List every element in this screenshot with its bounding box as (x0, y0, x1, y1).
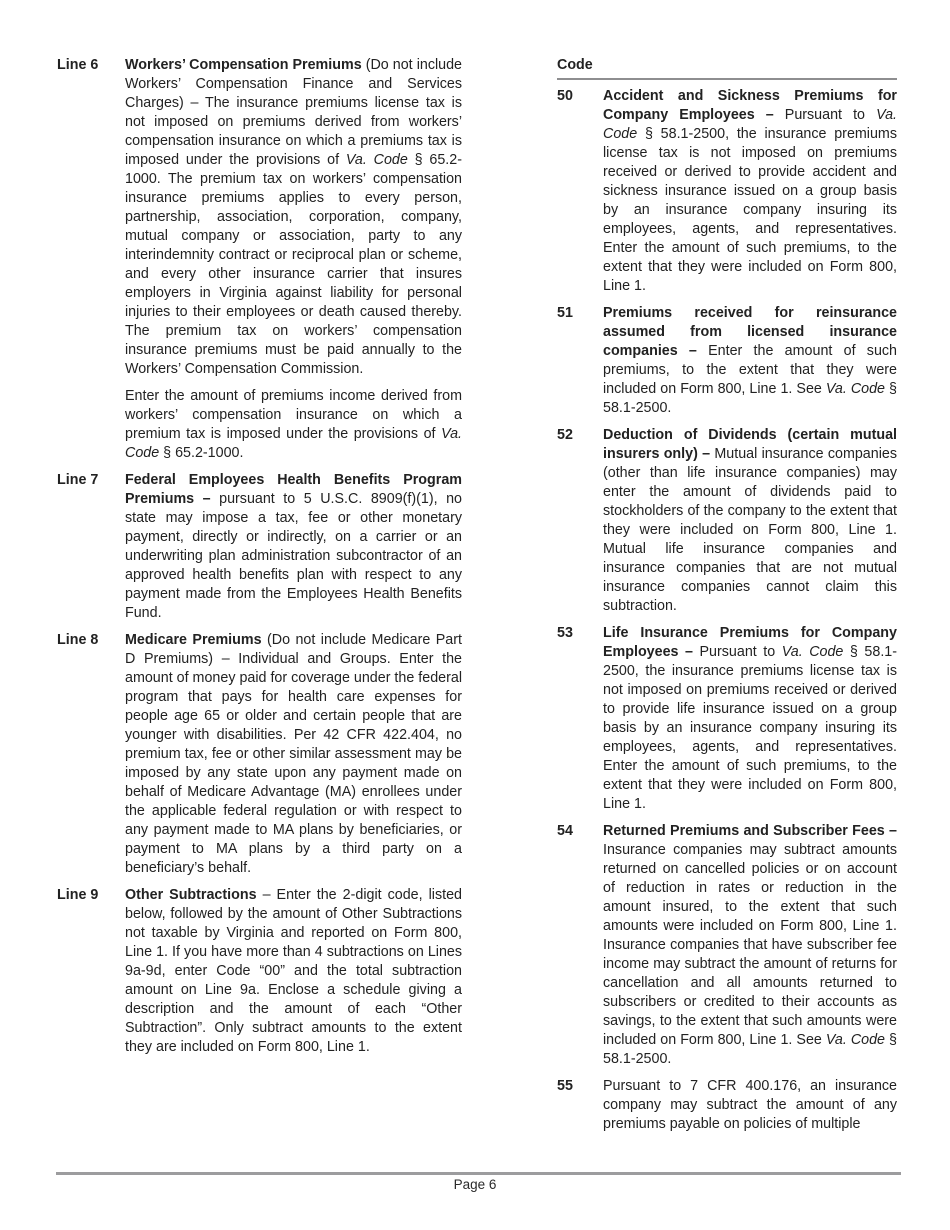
code-54-paragraph (603, 822, 897, 1069)
text-segment: – Enter the 2-digit code, listed below, followed by the amount of Other Subtractions not taxable by Virginia and reported on Form 800, Line 1. If you have more than 4 subtractions on Lines 9a-9d, enter Code “00” and the total subtraction amount on Line 9a. Enclose a schedule giving a description and the amount of each “Other Subtraction”. Only subtract amounts to the extent they are included on Form 800, Line 1. (125, 887, 463, 1055)
code-50-body (603, 87, 897, 296)
text-segment: pursuant to 5 U.S.C. 8909(f)(1), no state may impose a tax, fee or other monetary payment, directly or indirectly, on a carrier or an underwriting plan administration subcontractor of an approved health benefits plan with respect to any payment made from the Employees Health Benefits Fund. (125, 491, 463, 621)
text-segment: Va. Code (125, 426, 462, 461)
text-segment: § 58.1-2500. (603, 1032, 897, 1067)
line-8-item (57, 631, 462, 878)
code-50-paragraph (603, 87, 897, 296)
code-53-item (557, 624, 897, 814)
text-segment: Pursuant to (784, 107, 877, 123)
line-6-label: Line 6 (57, 57, 99, 73)
code-51-paragraph (603, 304, 897, 418)
text-segment: Accident and Sickness Premiums for Company Employees – (603, 88, 897, 123)
text-segment: Va. Code (781, 644, 844, 660)
line-6-item (57, 56, 462, 463)
text-segment: § 58.1-2500. (603, 381, 897, 416)
code-header-title: Code (557, 57, 593, 73)
code-54-item (557, 822, 897, 1069)
code-55-label: 55 (557, 1078, 573, 1094)
code-51-label: 51 (557, 305, 573, 321)
line-9-item (57, 886, 462, 1057)
code-53-paragraph (603, 624, 897, 814)
code-column-header (557, 56, 897, 80)
line-6-body (125, 56, 462, 463)
code-52-body (603, 426, 897, 616)
footer-rule (56, 1172, 901, 1175)
text-segment: Returned Premiums and Subscriber Fees – (603, 823, 897, 839)
text-segment: Workers’ Compensation Premiums (125, 57, 362, 73)
line-7-label: Line 7 (57, 472, 99, 488)
line-9-paragraph-1 (125, 886, 462, 1057)
text-segment: Mutual insurance companies (other than life insurance companies) may enter the amount of dividends paid to stockholders of the company to the extent that they were included on Form 800, Line 1. Mutual life insurance companies and insurance companies that are not mutual insurance companies cannot claim this subtraction. (603, 446, 897, 614)
line-7-body (125, 471, 462, 623)
line-7-paragraph-1 (125, 471, 462, 623)
text-segment: Pursuant to (699, 644, 782, 660)
text-segment: (Do not include Medicare Part D Premiums) – Individual and Groups. Enter the amount of money paid for coverage under the federal program that pays for health care expenses for people age 65 or older and certain people that are younger with disabilities. Per 42 CFR 422.404, no premium tax, fee or other similar assessment may be imposed by any state upon any payment made on behalf of Medicare Advantage (MA) enrollees under the applicable federal regulation or with respect to any payment made to MA plans by beneficiaries, or payment to MA plans by a third party on a beneficiary’s behalf. (125, 632, 462, 876)
code-50-item (557, 87, 897, 296)
code-50-label: 50 (557, 88, 573, 104)
text-segment: Insurance companies may subtract amounts returned on cancelled policies or on account of reduction in rates or reduction in the amount insured, to the extent that such amounts were included on Form 800, Line 1. Insurance companies that have subscriber fee income may subtract the amount of returns for cancellation and all amounts returned to subscribers or credited to their accounts as savings, to the extent that such amounts were included on Form 800, Line 1. See (603, 842, 897, 1048)
text-segment: Deduction of Dividends (certain mutual insurers only) – (603, 427, 897, 462)
text-segment: Life Insurance Premiums for Company Employees – (603, 625, 897, 660)
left-column (57, 56, 462, 1065)
code-55-body (603, 1077, 897, 1134)
text-segment: (Do not include Workers’ Compensation Finance and Services Charges) – The insurance premiums license tax is not imposed on premiums derived from workers’ compensation insurance on which a premiums tax is imposed under the provisions of (125, 57, 463, 168)
code-55-paragraph (603, 1077, 897, 1134)
code-52-paragraph (603, 426, 897, 616)
code-53-body (603, 624, 897, 814)
text-segment: Va. Code (825, 1032, 886, 1048)
text-segment: Pursuant to 7 CFR 400.176, an insurance company may subtract the amount of any premiums payable on policies of multiple (603, 1078, 897, 1132)
code-54-body (603, 822, 897, 1069)
text-segment: Other Subtractions (125, 887, 257, 903)
text-segment: § 65.2-1000. (159, 445, 244, 461)
code-51-body (603, 304, 897, 418)
code-51-item (557, 304, 897, 418)
line-8-paragraph-1 (125, 631, 462, 878)
text-segment: Va. Code (603, 107, 897, 142)
line-6-paragraph-1 (125, 56, 462, 379)
line-9-label: Line 9 (57, 887, 99, 903)
code-55-item (557, 1077, 897, 1134)
code-53-label: 53 (557, 625, 573, 641)
text-segment: Va. Code (345, 152, 408, 168)
code-header-rule (557, 78, 897, 80)
text-segment: § 65.2-1000. The premium tax on workers’ compensation insurance premiums applies to every person, partnership, association, corporation, company, mutual company or association, party to any interindemnity contract or reciprocal plan or scheme, and every other insurance carrier that insures employers in Virginia against liability for personal injuries to their employees or death caused thereby. The premium tax on workers’ compensation insurance premiums must be paid annually to the Workers’ Compensation Commission. (125, 152, 462, 377)
text-segment: Medicare Premiums (125, 632, 262, 648)
text-segment: Premiums received for reinsurance assumed from licensed insurance companies – (603, 305, 897, 359)
line-8-label: Line 8 (57, 632, 99, 648)
text-segment: Va. Code (825, 381, 886, 397)
line-9-body (125, 886, 462, 1057)
line-7-item (57, 471, 462, 623)
right-column (557, 56, 897, 1142)
code-54-label: 54 (557, 823, 573, 839)
line-8-body (125, 631, 462, 878)
text-segment: Enter the amount of premiums income derived from workers’ compensation insurance on which a premium tax is imposed under the provisions of (125, 388, 462, 442)
text-segment: Federal Employees Health Benefits Program Premiums – (125, 472, 462, 507)
code-52-label: 52 (557, 427, 573, 443)
page-number: Page 6 (453, 1177, 497, 1192)
text-segment: Enter the amount of such premiums, to the extent that they were included on Form 800, Line 1. See (603, 343, 897, 397)
code-52-item (557, 426, 897, 616)
text-segment: § 58.1-2500, the insurance premiums license tax is not imposed on premiums received or derived to provide life insurance issued on a group basis by an insurance company insuring its employees, agents, and representatives. Enter the amount of such premiums, to the extent that they were included on Form 800, Line 1. (603, 644, 897, 812)
line-6-paragraph-2 (125, 387, 462, 463)
text-segment: § 58.1-2500, the insurance premiums license tax is not imposed on premiums received or derived to provide accident and sickness insurance issued on a group basis by an insurance company insuring its employees, agents, and representatives. Enter the amount of such premiums, to the extent that they were included on Form 800, Line 1. (603, 126, 897, 294)
